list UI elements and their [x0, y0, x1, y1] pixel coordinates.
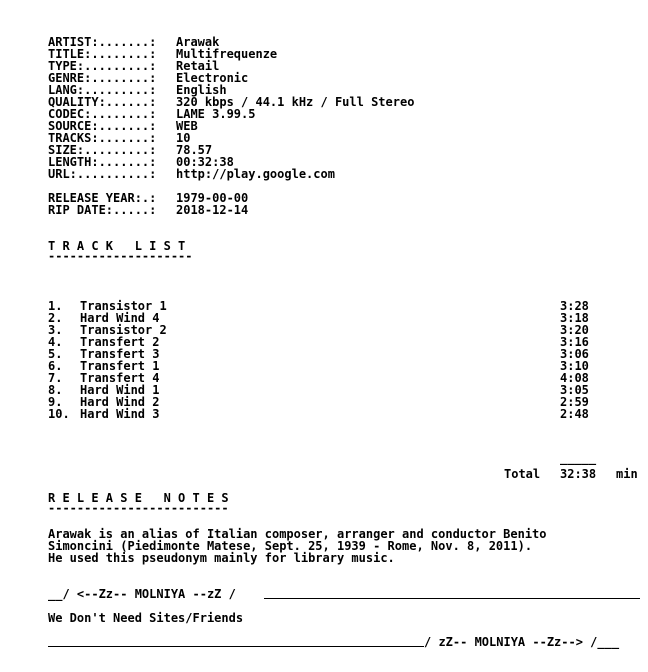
track-title: Transfert 1: [80, 359, 160, 373]
notes-heading: R E L E A S E N O T E S: [48, 491, 229, 505]
info-value: 00:32:38: [176, 155, 234, 169]
info-key: LENGTH:.......:: [48, 155, 157, 169]
info-value: WEB: [176, 119, 198, 133]
track-duration: 3:06: [560, 347, 589, 361]
info-key: URL:..........:: [48, 167, 157, 181]
release-value: 2018-12-14: [176, 203, 249, 217]
info-key: CODEC:........:: [48, 107, 157, 121]
notes-line: Simoncini (Piedimonte Matese, Sept. 25, 1939 - Rome, Nov. 8, 2011).: [48, 539, 533, 553]
info-key: LANG:.........:: [48, 83, 157, 97]
release-row: [48, 204, 248, 216]
total-time: 32:38: [560, 467, 597, 481]
info-key: GENRE:........:: [48, 71, 157, 85]
track-number: 9.: [48, 395, 63, 409]
track-number: 2.: [48, 311, 63, 325]
track-number: 4.: [48, 335, 63, 349]
track-title: Transfert 2: [80, 335, 160, 349]
track-duration: 3:18: [560, 311, 589, 325]
info-key: QUALITY:......:: [48, 95, 157, 109]
footer-tagline: We Don't Need Sites/Friends: [48, 611, 244, 625]
track-number: 6.: [48, 359, 63, 373]
total-label: Total: [504, 467, 541, 481]
info-key: TITLE:........:: [48, 47, 157, 61]
track-title: Transfert 4: [80, 371, 160, 385]
track-number: 1.: [48, 299, 63, 313]
footer-banner-top-rule: [264, 598, 640, 599]
track-title: Transfert 3: [80, 347, 160, 361]
info-value: http://play.google.com: [176, 167, 335, 181]
info-key: TRACKS:.......:: [48, 131, 157, 145]
footer-banner-bottom-rule: [48, 646, 424, 647]
track-number: 7.: [48, 371, 63, 385]
info-value: 320 kbps / 44.1 kHz / Full Stereo: [176, 95, 415, 109]
info-value: Retail: [176, 59, 220, 73]
total-rule: _____: [560, 451, 597, 465]
track-title: Hard Wind 4: [80, 311, 160, 325]
info-key: SIZE:.........:: [48, 143, 157, 157]
info-key: TYPE:.........:: [48, 59, 157, 73]
notes-heading-underline: -------------------------: [48, 501, 229, 515]
track-duration: 3:20: [560, 323, 589, 337]
track-duration: 3:10: [560, 359, 589, 373]
track-number: 5.: [48, 347, 63, 361]
tracklist-heading-underline: --------------------: [48, 249, 193, 263]
track-duration: 2:48: [560, 407, 589, 421]
info-value: English: [176, 83, 227, 97]
notes-line: He used this pseudonym mainly for library music.: [48, 551, 395, 565]
footer-banner-top: __/ <--Zz-- MOLNIYA --zZ /: [48, 587, 236, 601]
track-number: 10.: [48, 407, 70, 421]
tracklist-heading: T R A C K L I S T: [48, 239, 186, 253]
release-key: RELEASE YEAR:.:: [48, 191, 157, 205]
track-duration: 4:08: [560, 371, 589, 385]
track-duration: 2:59: [560, 395, 589, 409]
track-row: [48, 408, 608, 420]
release-key: RIP DATE:.....:: [48, 203, 157, 217]
track-duration: 3:28: [560, 299, 589, 313]
track-title: Transistor 2: [80, 323, 167, 337]
info-value: 78.57: [176, 143, 213, 157]
track-duration: 3:05: [560, 383, 589, 397]
info-value: 10: [176, 131, 191, 145]
track-duration: 3:16: [560, 335, 589, 349]
track-title: Hard Wind 1: [80, 383, 160, 397]
info-value: Multifrequenze: [176, 47, 278, 61]
info-value: Arawak: [176, 35, 220, 49]
track-number: 8.: [48, 383, 63, 397]
info-value: Electronic: [176, 71, 249, 85]
track-title: Hard Wind 3: [80, 407, 160, 421]
track-title: Hard Wind 2: [80, 395, 160, 409]
info-key: ARTIST:.......:: [48, 35, 157, 49]
info-key: SOURCE:.......:: [48, 119, 157, 133]
info-row: [48, 168, 335, 180]
track-title: Transistor 1: [80, 299, 167, 313]
footer-banner-bottom: / zZ-- MOLNIYA --Zz--> /___: [424, 635, 620, 649]
release-value: 1979-00-00: [176, 191, 249, 205]
track-number: 3.: [48, 323, 63, 337]
info-value: LAME 3.99.5: [176, 107, 256, 121]
total-unit: min: [616, 467, 638, 481]
notes-line: Arawak is an alias of Italian composer, arranger and conductor Benito: [48, 527, 547, 541]
